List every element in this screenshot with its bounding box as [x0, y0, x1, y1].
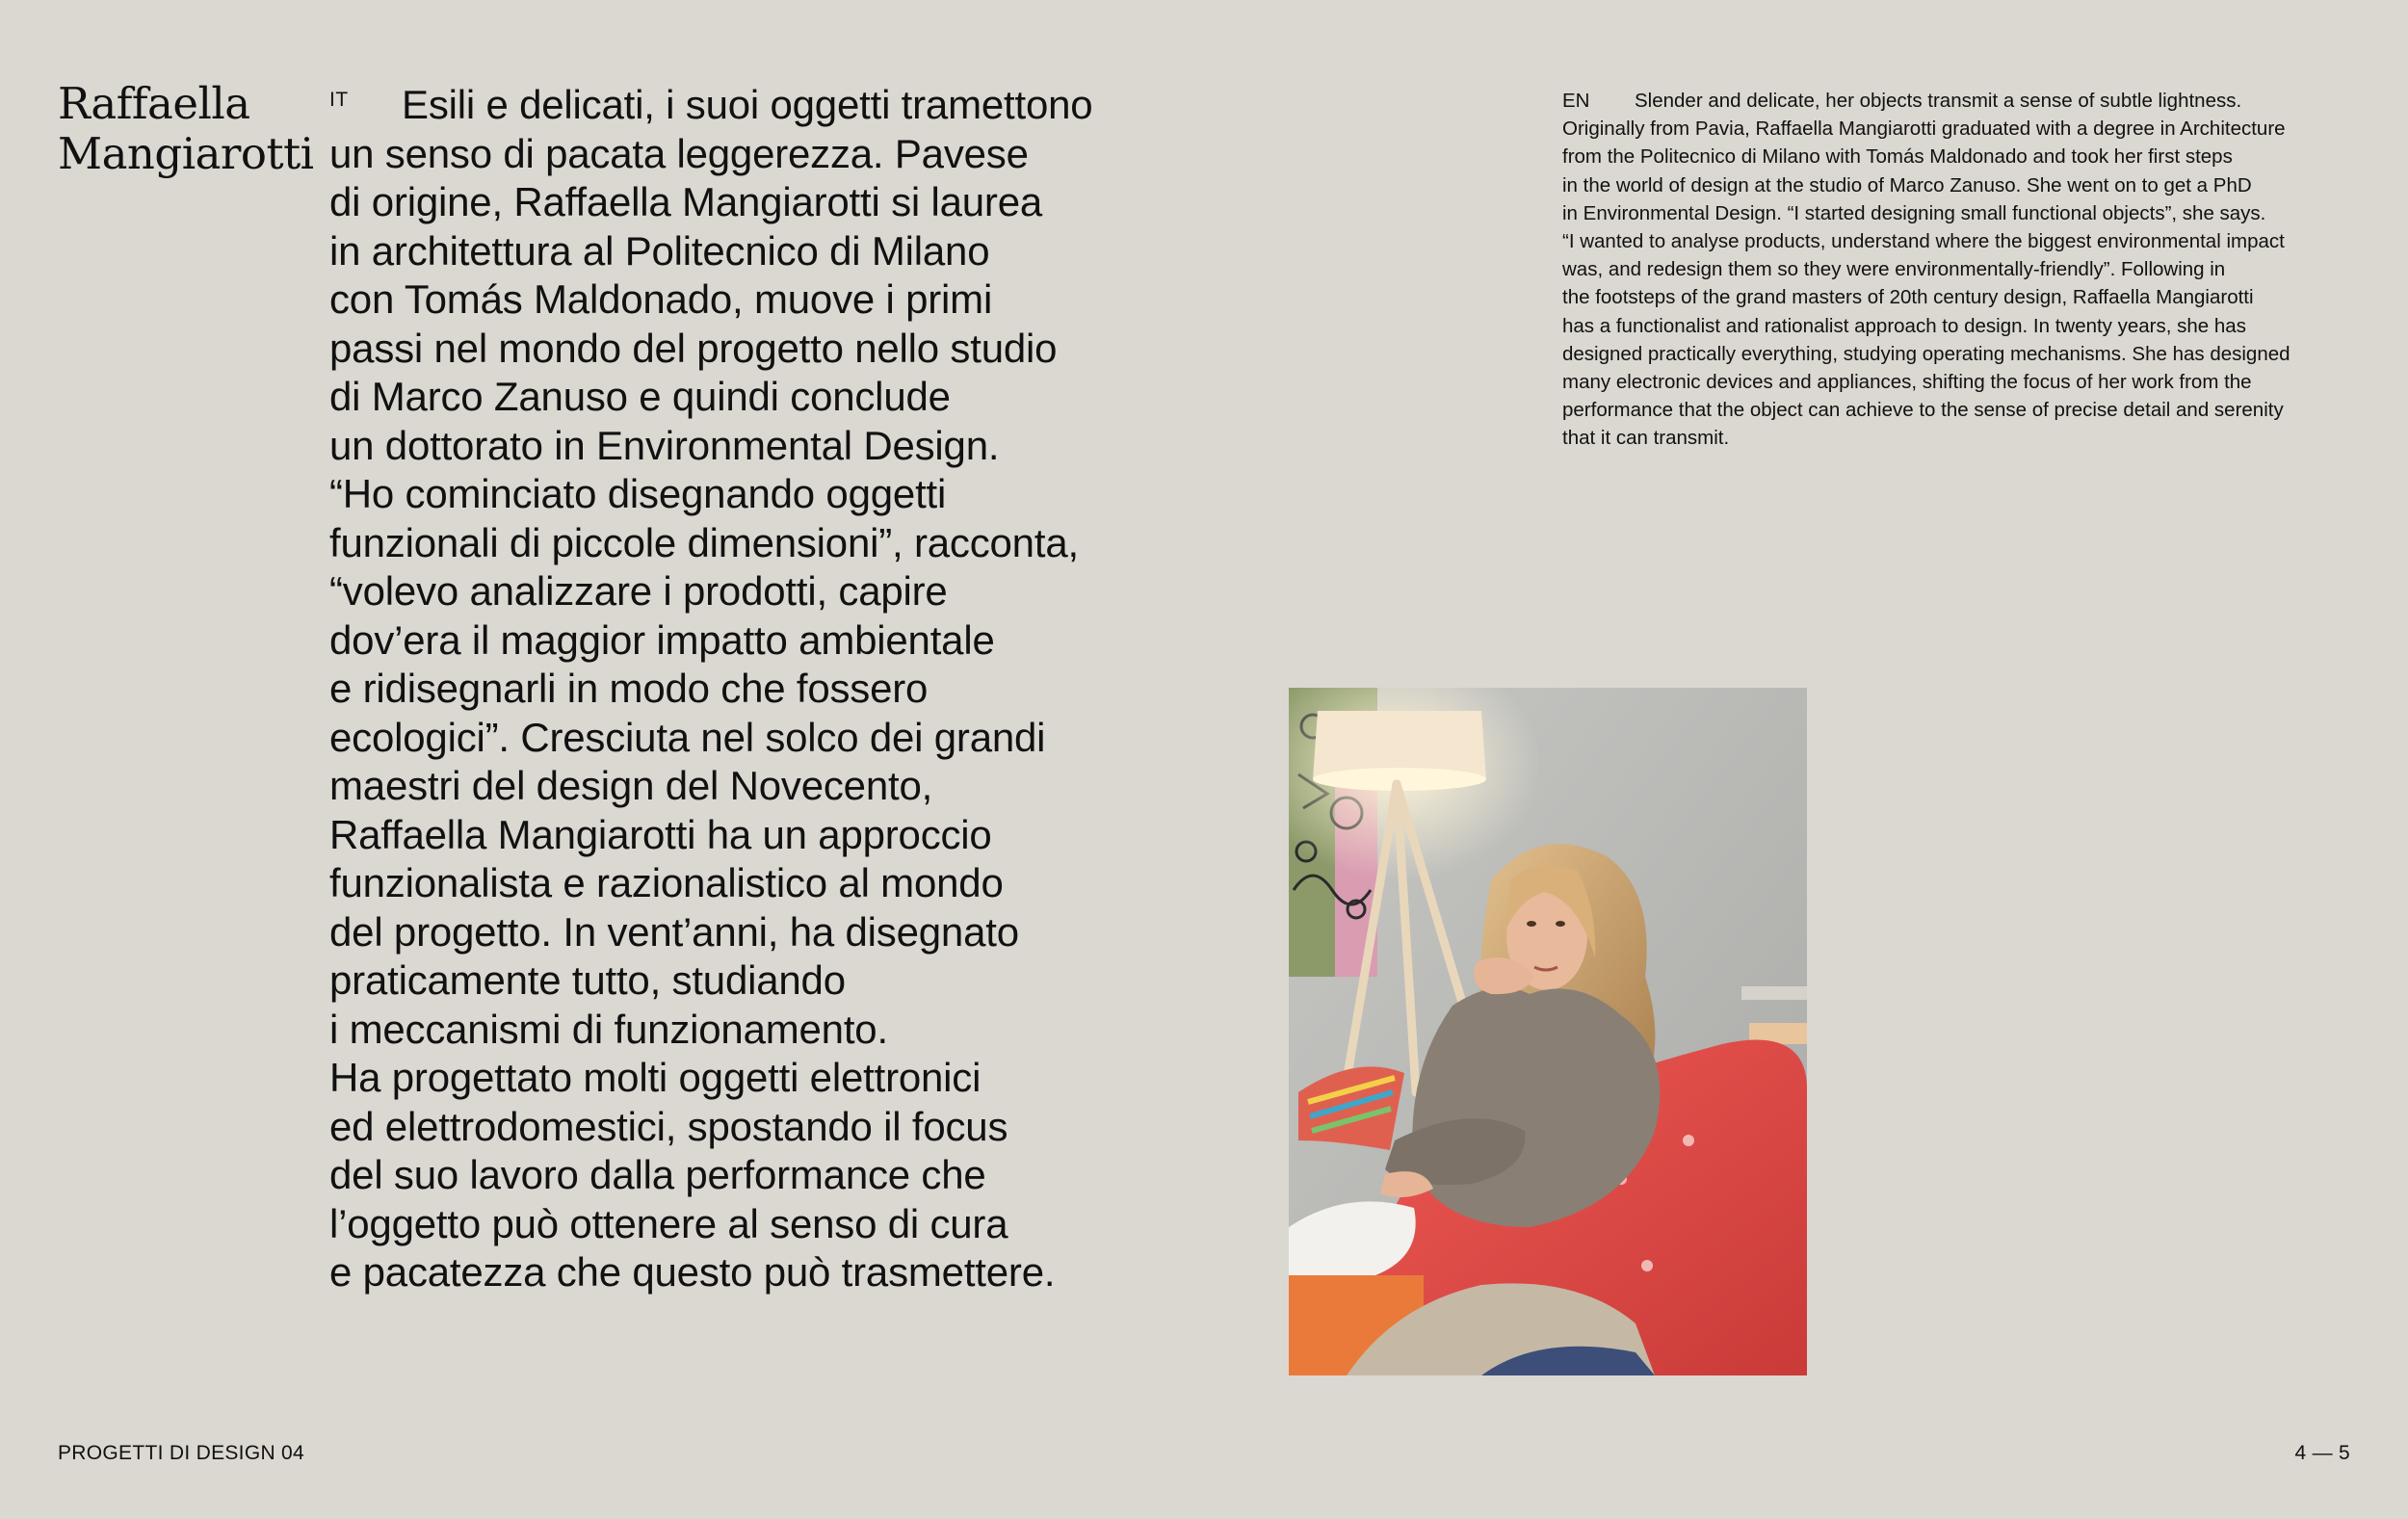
italian-line: con Tomás Maldonado, muove i primi — [329, 276, 993, 322]
english-line: was, and redesign them so they were environmentally-friendly”. Following in — [1562, 258, 2226, 281]
italian-line: in architettura al Politecnico di Milano — [329, 227, 990, 274]
english-line: from the Politecnico di Milano with Tomás Maldonado and took her first steps — [1562, 145, 2233, 169]
italian-line: l’oggetto può ottenere al senso di cura — [329, 1200, 1008, 1246]
italian-language-tag: IT — [329, 89, 349, 111]
italian-line: “volevo analizzare i prodotti, capire — [329, 568, 948, 614]
italian-line: un senso di pacata leggerezza. Pavese — [329, 130, 1029, 176]
italian-line: Esili e delicati, i suoi oggetti tramettono — [402, 82, 1093, 127]
english-line: in the world of design at the studio of Marco Zanuso. She went on to get a PhD — [1562, 173, 2252, 196]
italian-line: e pacatezza che questo può trasmettere. — [329, 1249, 1056, 1295]
english-line: Originally from Pavia, Raffaella Mangiarotti graduated with a degree in Architecture — [1562, 118, 2286, 141]
title-first-name: Raffaella — [58, 78, 250, 129]
publication-footer: PROGETTI DI DESIGN 04 — [58, 1442, 305, 1464]
italian-line: del suo lavoro dalla performance che — [329, 1152, 986, 1197]
italian-line: funzionali di piccole dimensioni”, racconta, — [329, 519, 1079, 565]
italian-line: e ridisegnarli in modo che fossero — [329, 666, 929, 711]
italian-line: passi nel mondo del progetto nello studio — [329, 325, 1058, 371]
italian-paragraph — [329, 81, 1196, 1297]
italian-line: dov’era il maggior impatto ambientale — [329, 616, 995, 663]
italian-line: un dottorato in Environmental Design. — [329, 422, 1000, 468]
english-line — [1562, 87, 2362, 115]
page-numbers: 4 — 5 — [2294, 1442, 2350, 1464]
italian-line: Ha progettato molti oggetti elettronici — [329, 1055, 982, 1100]
english-line: designed practically everything, studying operating mechanisms. She has designed — [1562, 342, 2290, 365]
italian-text-block — [329, 81, 1196, 1297]
page-title — [58, 79, 318, 179]
italian-line: del progetto. In vent’anni, ha disegnato — [329, 908, 1019, 955]
italian-line: maestri del design del Novecento, — [329, 763, 933, 808]
english-line: performance that the object can achieve to the sense of precise detail and serenity — [1562, 399, 2284, 422]
italian-line: ed elettrodomestici, spostando il focus — [329, 1103, 1008, 1149]
italian-line: ecologici”. Cresciuta nel solco dei grandi — [329, 714, 1046, 760]
english-line: has a functionalist and rationalist approach to design. In twenty years, she has — [1562, 314, 2246, 337]
portrait-illustration — [1289, 688, 1807, 1375]
english-text-block — [1562, 87, 2362, 453]
italian-line: di origine, Raffaella Mangiarotti si laurea — [329, 179, 1043, 224]
english-language-tag: EN — [1562, 90, 1590, 112]
italian-line: di Marco Zanuso e quindi conclude — [329, 374, 951, 419]
english-line: the footsteps of the grand masters of 20th century design, Raffaella Mangiarotti — [1562, 286, 2254, 309]
italian-line: “Ho cominciato disegnando oggetti — [329, 471, 947, 516]
title-last-name: Mangiarotti — [58, 128, 314, 179]
english-line: in Environmental Design. “I started designing small functional objects”, she says. — [1562, 201, 2266, 224]
english-line: that it can transmit. — [1562, 427, 1730, 450]
italian-line: i meccanismi di funzionamento. — [329, 1006, 888, 1052]
english-line: many electronic devices and appliances, shifting the focus of her work from the — [1562, 371, 2252, 394]
english-line-text: Slender and delicate, her objects transmit a sense of subtle lightness. — [1635, 90, 2242, 112]
portrait-photo — [1289, 688, 1807, 1375]
english-line: “I wanted to analyse products, understand where the biggest environmental impact — [1562, 230, 2285, 253]
italian-line: Raffaella Mangiarotti ha un approccio — [329, 811, 992, 857]
italian-line: praticamente tutto, studiando — [329, 957, 846, 1003]
italian-line: funzionalista e razionalistico al mondo — [329, 860, 1004, 905]
